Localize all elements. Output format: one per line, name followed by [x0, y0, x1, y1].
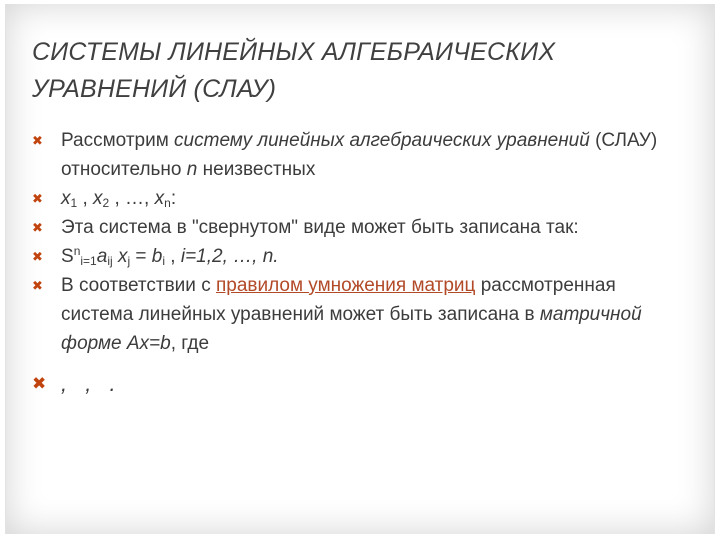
bullet-text: Эта система в "свернутом" виде может быть записана так:: [61, 217, 579, 238]
page-title: СИСТЕМЫ ЛИНЕЙНЫХ АЛГЕБРАИЧЕСКИХ УРАВНЕНИЙ (СЛАУ): [32, 38, 556, 103]
variable-a: a: [96, 246, 108, 267]
variable-xn: x: [154, 188, 165, 209]
x-mark-icon: ✖: [32, 191, 43, 206]
bullet-item-sum-formula: [32, 242, 692, 271]
index-range: i=1,2, …, n.: [180, 246, 279, 267]
separator: ,: [77, 188, 94, 209]
bullet-item-matrix-form: [32, 271, 692, 358]
bullet-text-before: В соответствии с: [61, 275, 216, 296]
bullet-text-after: , где: [170, 333, 210, 354]
x-mark-icon: ✖: [32, 220, 43, 235]
variable-x2: x: [93, 188, 103, 209]
bullet-text-end: неизвестных: [197, 159, 316, 180]
variable-b: b: [151, 246, 163, 267]
bullet-text: , , .: [61, 371, 122, 396]
subscript-ij: ij: [107, 254, 113, 268]
x-mark-icon: ✖: [32, 278, 43, 293]
x-mark-icon: ✖: [32, 133, 43, 148]
separator: , …,: [109, 188, 155, 209]
bullet-list: [32, 126, 692, 401]
variable-n: n: [186, 159, 198, 180]
comma: ,: [165, 246, 181, 267]
bullet-text-after: (СЛАУ) относительно: [61, 130, 658, 180]
bullet-text-italic: систему линейных алгебраических уравнений: [174, 130, 590, 151]
subscript-1: 1: [70, 196, 78, 210]
subscript-i: i: [162, 254, 166, 268]
equals: =: [130, 246, 152, 267]
x-mark-icon: ✖: [32, 374, 47, 393]
bullet-item-unknowns: [32, 184, 692, 213]
bullet-item-slau-definition: [32, 126, 692, 184]
subscript-n: n: [164, 196, 171, 210]
bullet-text-middle: рассмотренная система линейных уравнений может быть записана в: [61, 275, 616, 325]
variable-x: x: [117, 246, 128, 267]
bullet-item-compact-form: [32, 213, 692, 242]
subscript-2: 2: [102, 196, 110, 210]
subscript-j: j: [127, 254, 131, 268]
sum-symbol: S: [61, 246, 74, 267]
sum-lower-limit: i=1: [80, 254, 97, 268]
colon: :: [170, 188, 177, 209]
matrix-multiplication-link[interactable]: правилом умножения матриц: [215, 275, 476, 296]
bullet-item-placeholders: [32, 367, 692, 401]
x-mark-icon: ✖: [32, 249, 43, 264]
sum-upper-limit: n: [73, 244, 81, 258]
variable-x1: x: [61, 188, 71, 209]
bullet-text-before: Рассмотрим: [61, 130, 175, 151]
bullet-text-italic: матричной форме Ax=b: [61, 304, 642, 354]
